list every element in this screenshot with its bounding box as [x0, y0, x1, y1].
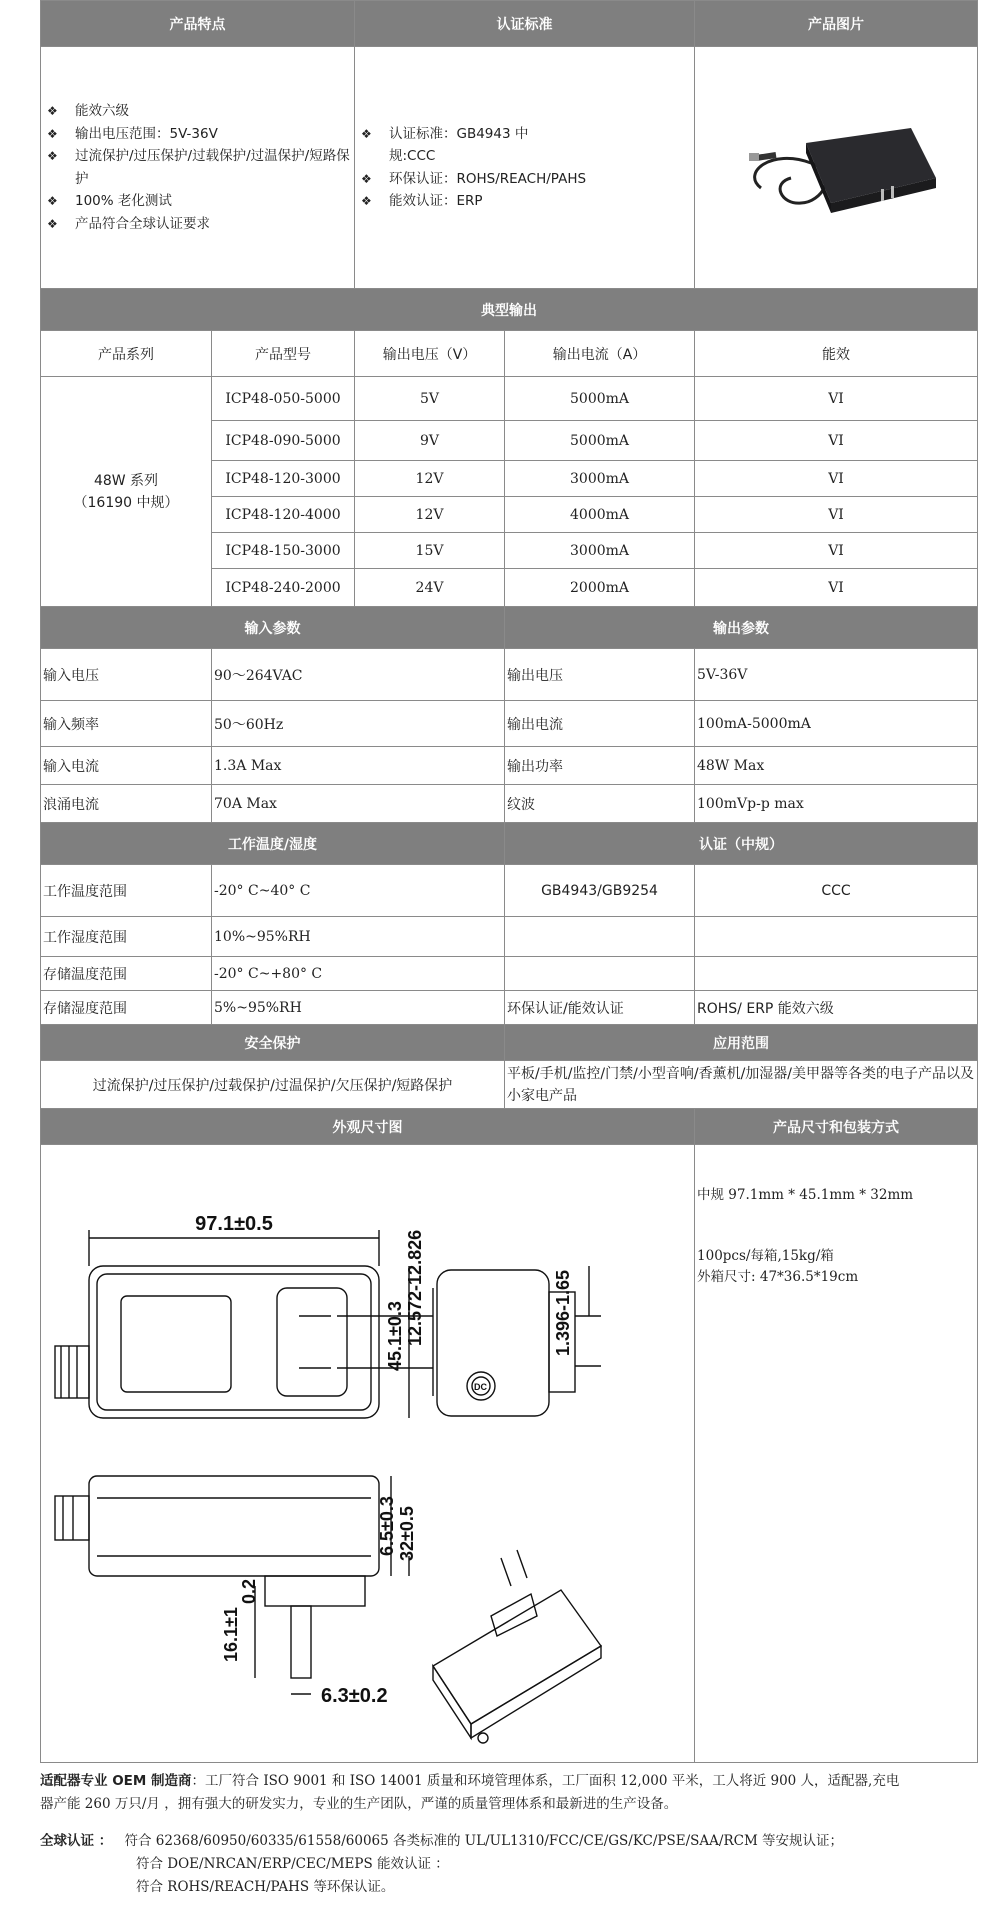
col-series: 产品系列 — [41, 331, 212, 377]
eff-cell: VI — [695, 533, 978, 569]
input-params-header: 输入参数 — [41, 607, 505, 649]
env-label: 存储湿度范围 — [41, 991, 212, 1025]
param-label: 输出电流 — [505, 701, 695, 747]
bullet-icon: ❖ — [361, 126, 372, 141]
pack-text: 100pcs/每箱,15kg/箱 — [697, 1248, 834, 1264]
model-cell: ICP48-150-3000 — [212, 533, 355, 569]
bullet-icon: ❖ — [47, 216, 58, 231]
feature-item: ❖ 能效六级 — [45, 100, 352, 123]
voltage-cell: 5V — [355, 377, 505, 421]
pack-cell — [695, 1145, 978, 1763]
param-value: 5V-36V — [695, 649, 978, 701]
top-content-row — [41, 47, 978, 289]
model-cell: ICP48-090-5000 — [212, 421, 355, 461]
series-sub: （16190 中规） — [73, 494, 179, 511]
bullet-icon: ❖ — [47, 194, 58, 208]
protection-cell: 过流保护/过压保护/过载保护/过温保护/欠压保护/短路保护 — [41, 1061, 505, 1109]
safety-header: 安全保护 — [41, 1025, 505, 1061]
safety-row — [41, 1061, 978, 1109]
oem-text-2: 器产能 260 万只/月 ，拥有强大的研发实力，专业的生产团队，严谨的质量管理体系和最新进的生产设备。 — [40, 1796, 678, 1812]
series-name: 48W 系列 — [93, 472, 159, 489]
table-row — [41, 701, 978, 747]
dim-thick2: 32±0.5 — [397, 1505, 417, 1561]
cert-text: 符合 62368/60950/60335/61558/60065 各类标准的 UL/UL1310/FCC/CE/GS/KC/PSE/SAA/RCM 等安规认证； — [124, 1833, 844, 1849]
cert-label: 全球认证 ： — [40, 1833, 113, 1849]
cert-text: 符合 ROHS/REACH/PAHS 等环保认证。 — [136, 1879, 395, 1895]
bullet-icon: ❖ — [47, 149, 58, 163]
table-row — [41, 377, 978, 421]
feature-item: ❖ 100% 老化测试 — [45, 190, 352, 213]
dim-plug2: 0.2 — [239, 1578, 259, 1604]
current-cell: 5000mA — [505, 421, 695, 461]
current-cell: 4000mA — [505, 497, 695, 533]
param-value: 90～264VAC — [212, 649, 505, 701]
app-header: 应用范围 — [505, 1025, 978, 1061]
footer — [40, 1770, 980, 1899]
param-label: 纹波 — [505, 785, 695, 823]
application-cell: 平板/手机/监控/门禁/小型音响/香薰机/加湿器/美甲器等各类的电子产品以及小家电产品 — [505, 1061, 978, 1109]
env-value: 10%~95%RH — [212, 917, 505, 957]
param-value: 48W Max — [695, 747, 978, 785]
dimension-drawing — [41, 1146, 737, 1762]
dim-plug1: 16.1±1 — [221, 1606, 241, 1662]
table-row — [41, 649, 978, 701]
bullet-icon: ❖ — [47, 104, 58, 118]
output-params-header: 输出参数 — [505, 607, 978, 649]
param-value: 100mVp-p max — [695, 785, 978, 823]
dim-width: 45.1±0.3 — [385, 1300, 405, 1371]
oem-text: ：工厂符合 ISO 9001 和 ISO 14001 质量和环境管理体系，工厂面积 12,000 平米，工人将近 900 人，适配器,充电 — [191, 1773, 900, 1789]
pack-header: 产品尺寸和包装方式 — [695, 1109, 978, 1145]
table-row — [41, 991, 978, 1025]
env-value: -20° C~40° C — [212, 865, 505, 917]
table-row — [41, 747, 978, 785]
param-label: 输入频率 — [41, 701, 212, 747]
current-cell: 3000mA — [505, 533, 695, 569]
col-current: 输出电流（A） — [505, 331, 695, 377]
current-cell: 5000mA — [505, 377, 695, 421]
cert-cell — [505, 957, 695, 991]
dim-pin: 1.396-1.65 — [553, 1269, 573, 1356]
current-cell: 2000mA — [505, 569, 695, 607]
features-header: 产品特点 — [41, 1, 355, 47]
certs-list — [357, 123, 692, 213]
eff-cell: VI — [695, 461, 978, 497]
param-label: 浪涌电流 — [41, 785, 212, 823]
cert-cell — [695, 917, 978, 957]
certs-cell — [355, 47, 695, 289]
dim-height: 12.572-12.826 — [405, 1229, 425, 1346]
features-cell — [41, 47, 355, 289]
model-cell: ICP48-050-5000 — [212, 377, 355, 421]
param-value: 50～60Hz — [212, 701, 505, 747]
env-label: 工作温度范围 — [41, 865, 212, 917]
typical-title: 典型输出 — [41, 289, 978, 331]
eff-cell: VI — [695, 569, 978, 607]
cert-item: ❖ 能效认证：ERP — [359, 190, 692, 213]
table-row — [41, 785, 978, 823]
param-label: 输入电压 — [41, 649, 212, 701]
cert-cell — [695, 957, 978, 991]
cert-cell: 环保认证/能效认证 — [505, 991, 695, 1025]
cert-text: 符合 DOE/NRCAN/ERP/CEC/MEPS 能效认证 ： — [136, 1856, 449, 1872]
cert-cell: GB4943/GB9254 — [505, 865, 695, 917]
spec-table — [40, 0, 978, 1763]
env-header-row — [41, 823, 978, 865]
dim-plug3: 6.3±0.2 — [321, 1684, 388, 1707]
model-cell: ICP48-120-3000 — [212, 461, 355, 497]
table-row — [41, 917, 978, 957]
dc-label: DC — [474, 1381, 487, 1392]
certs-header: 认证标准 — [355, 1, 695, 47]
typical-title-row — [41, 289, 978, 331]
col-voltage: 输出电压（V） — [355, 331, 505, 377]
bullet-icon: ❖ — [47, 126, 58, 141]
eff-cell: VI — [695, 421, 978, 461]
col-eff: 能效 — [695, 331, 978, 377]
param-label: 输出功率 — [505, 747, 695, 785]
dim-thick1: 6.5±0.3 — [377, 1495, 397, 1556]
adapter-photo — [731, 93, 941, 243]
table-row — [41, 957, 978, 991]
safety-header-row — [41, 1025, 978, 1061]
dims-header: 外观尺寸图 — [41, 1109, 695, 1145]
voltage-cell: 12V — [355, 461, 505, 497]
cert-item: ❖ 环保认证：ROHS/REACH/PAHS — [359, 168, 692, 191]
dims-row — [41, 1145, 978, 1763]
feature-item: ❖ 输出电压范围：5V-36V — [45, 123, 352, 146]
top-header-row — [41, 1, 978, 47]
cert-cn-header: 认证（中规） — [505, 823, 978, 865]
spec-sheet — [40, 0, 977, 1763]
cert-cell — [505, 917, 695, 957]
feature-item: ❖ 产品符合全球认证要求 — [45, 213, 352, 236]
param-value: 1.3A Max — [212, 747, 505, 785]
current-cell: 3000mA — [505, 461, 695, 497]
voltage-cell: 12V — [355, 497, 505, 533]
env-header: 工作温度/湿度 — [41, 823, 505, 865]
env-value: -20° C~+80° C — [212, 957, 505, 991]
col-model: 产品型号 — [212, 331, 355, 377]
feature-item: ❖ 过流保护/过压保护/过载保护/过温保护/短路保护 — [45, 145, 352, 190]
features-list — [43, 100, 352, 235]
dims-header-row — [41, 1109, 978, 1145]
voltage-cell: 9V — [355, 421, 505, 461]
voltage-cell: 15V — [355, 533, 505, 569]
cert-cell: CCC — [695, 865, 978, 917]
oem-line — [40, 1770, 980, 1793]
param-value: 100mA-5000mA — [695, 701, 978, 747]
oem-label: 适配器专业 OEM 制造商 — [40, 1773, 192, 1789]
series-cell — [41, 377, 212, 607]
param-value: 70A Max — [212, 785, 505, 823]
size-text: 中规 97.1mm * 45.1mm * 32mm — [697, 1187, 914, 1203]
eff-cell: VI — [695, 497, 978, 533]
eff-cell: VI — [695, 377, 978, 421]
carton-text: 外箱尺寸: 47*36.5*19cm — [697, 1269, 859, 1285]
bullet-icon: ❖ — [361, 194, 372, 208]
photo-header: 产品图片 — [695, 1, 978, 47]
voltage-cell: 24V — [355, 569, 505, 607]
env-label: 工作湿度范围 — [41, 917, 212, 957]
cert-line — [40, 1830, 980, 1853]
table-row — [41, 865, 978, 917]
env-value: 5%~95%RH — [212, 991, 505, 1025]
typical-col-row — [41, 331, 978, 377]
bullet-icon: ❖ — [361, 171, 372, 186]
env-label: 存储温度范围 — [41, 957, 212, 991]
param-label: 输出电压 — [505, 649, 695, 701]
cert-cell: ROHS/ ERP 能效六级 — [695, 991, 978, 1025]
model-cell: ICP48-120-4000 — [212, 497, 355, 533]
cert-item: ❖ 认证标准：GB4943 中规:CCC — [359, 123, 692, 168]
model-cell: ICP48-240-2000 — [212, 569, 355, 607]
params-header-row — [41, 607, 978, 649]
dim-length: 97.1±0.5 — [195, 1212, 273, 1235]
photo-cell — [695, 47, 978, 289]
param-label: 输入电流 — [41, 747, 212, 785]
dims-drawing-cell — [41, 1145, 695, 1763]
